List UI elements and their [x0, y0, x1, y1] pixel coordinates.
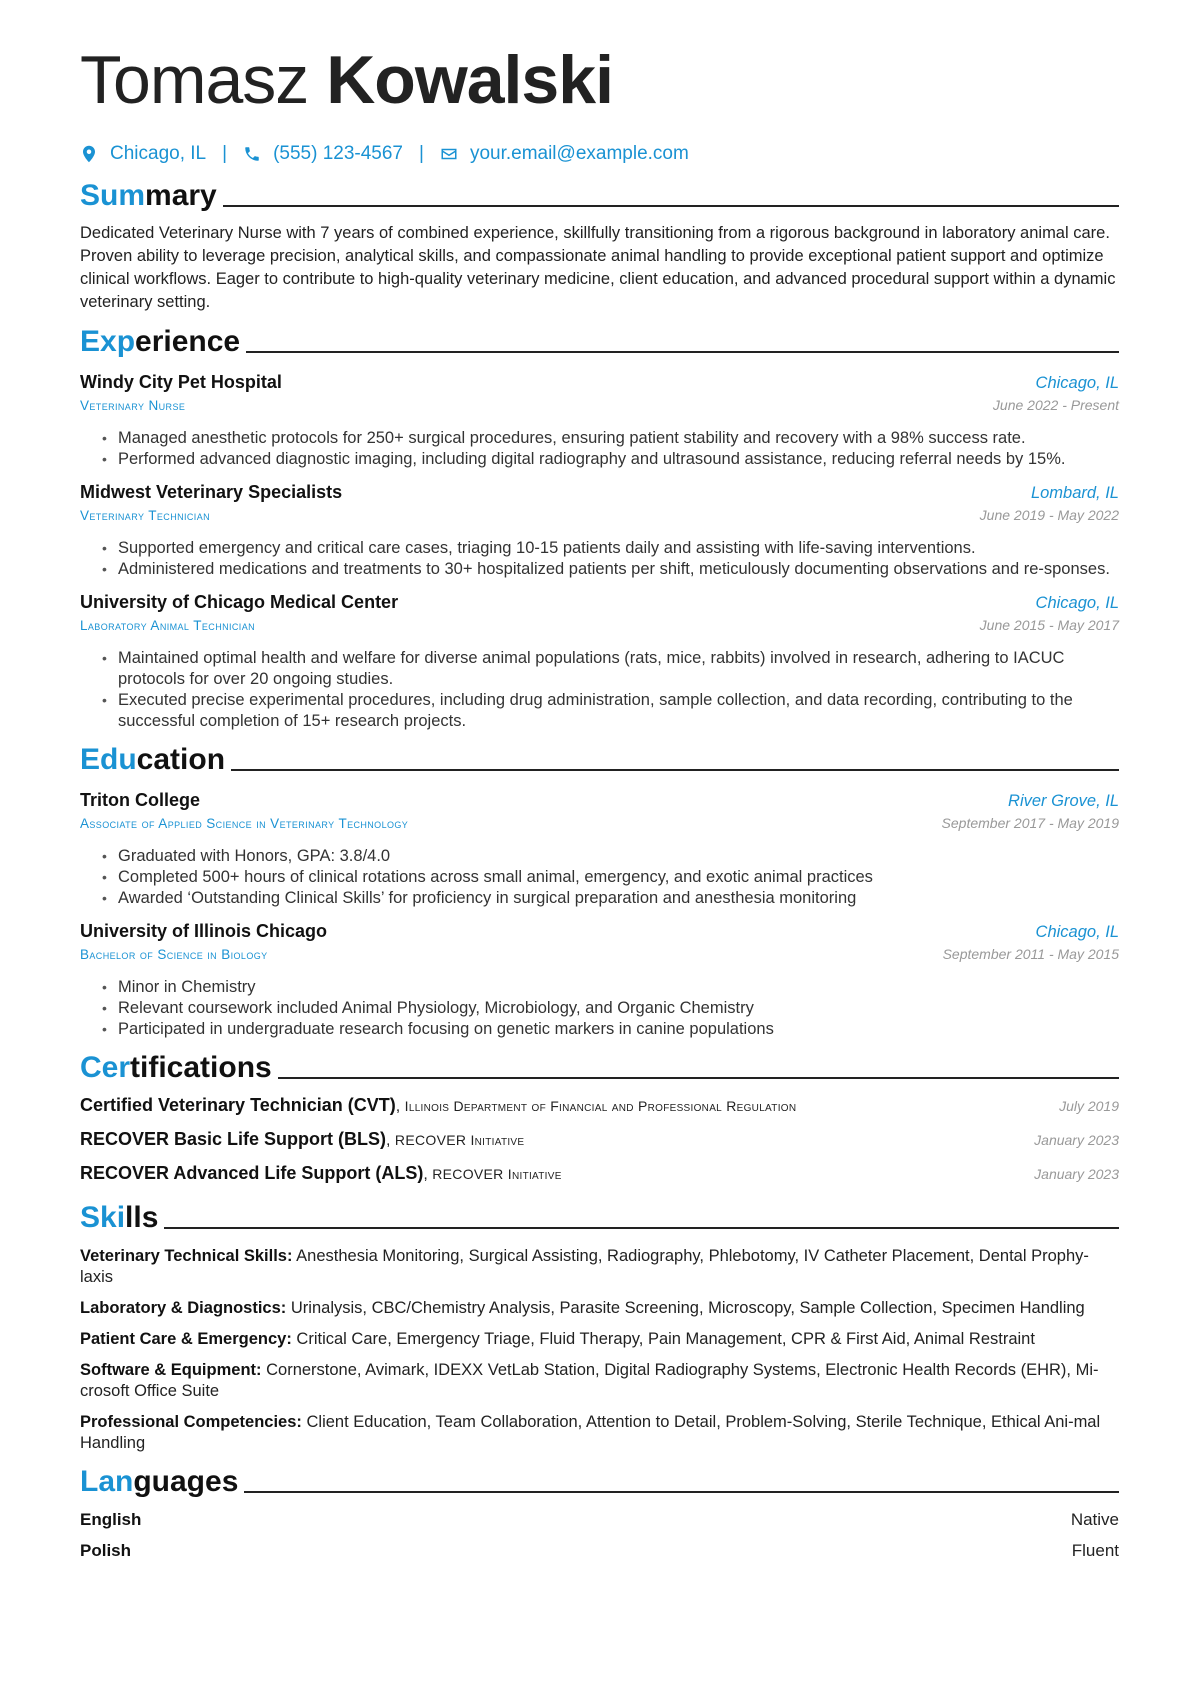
languages-section: [80, 1460, 1119, 1566]
experience-entry: [80, 480, 1119, 580]
skill-group: Patient Care & Emergency: Critical Care, Emergency Triage, Fluid Therapy, Pain Management, CPR & First Aid, Animal Restraint: [80, 1330, 1035, 1348]
bullet-list: [80, 428, 1119, 470]
employer: University of Chicago Medical Center: [80, 592, 399, 612]
section-title: Languages: [80, 1465, 239, 1498]
last-name: Kowalski: [326, 42, 613, 118]
section-heading: [80, 1046, 1119, 1086]
contact-separator: |: [222, 143, 228, 164]
bullet-item: • Executed precise experimental procedures, including drug administration, sample collection, and data recording, contributing to the successful completion of 15+ research projects.: [80, 690, 1119, 732]
skill-group: Professional Competencies: Client Education, Team Collaboration, Attention to Detail, Problem-Solving, Sterile Technique, Ethical Ani-mal Handling: [80, 1413, 1101, 1452]
contact-separator: |: [419, 143, 424, 164]
certification-item: Certified Veterinary Technician (CVT), Illinois Department of Financial and Professional Regulation July 2019: [80, 1088, 1119, 1122]
section-heading: [80, 1460, 1119, 1500]
section-title: Education: [80, 743, 226, 776]
bullet-item: • Awarded ‘Outstanding Clinical Skills’ for proficiency in surgical preparation and anesthesia monitoring: [80, 888, 1119, 909]
job-title: Veterinary Nurse: [80, 398, 186, 413]
section-rule: [246, 351, 1119, 353]
job-location: Chicago, IL: [1035, 374, 1119, 392]
section-rule: [164, 1227, 1119, 1229]
education-entry: [80, 788, 1119, 909]
degree: Associate of Applied Science in Veterinary Technology: [80, 816, 409, 831]
phone-text: (555) 123-4567: [273, 143, 403, 164]
job-location: Chicago, IL: [1035, 594, 1119, 612]
contact-email[interactable]: [440, 143, 689, 165]
cert-name: RECOVER Advanced Life Support (ALS): [80, 1163, 424, 1183]
bullet-item: • Relevant coursework included Animal Physiology, Microbiology, and Organic Chemistry: [80, 998, 1119, 1019]
section-rule: [278, 1077, 1119, 1079]
certification-item: RECOVER Advanced Life Support (ALS), RECOVER Initiative January 2023: [80, 1156, 1119, 1190]
study-dates: September 2011 - May 2015: [942, 946, 1119, 962]
skill-group: Laboratory & Diagnostics: Urinalysis, CBC/Chemistry Analysis, Parasite Screening, Microscopy, Sample Collection, Specimen Handling: [80, 1299, 1085, 1317]
section-title: Skills: [80, 1201, 159, 1234]
job-location: Lombard, IL: [1030, 484, 1119, 502]
degree: Bachelor of Science in Biology: [80, 947, 268, 962]
bullet-item: • Administered medications and treatments to 30+ hospitalized patients per shift, meticulously documenting observations and re-sponses.: [80, 559, 1119, 580]
language-level: Native: [1070, 1510, 1119, 1529]
employer: Midwest Veterinary Specialists: [80, 482, 343, 502]
school-location: River Grove, IL: [1008, 792, 1119, 810]
bullet-item: • Graduated with Honors, GPA: 3.8/4.0: [80, 846, 1119, 867]
job-dates: June 2022 - Present: [992, 397, 1119, 413]
certification-item: RECOVER Basic Life Support (BLS), RECOVER Initiative January 2023: [80, 1122, 1119, 1156]
language-name: English: [80, 1510, 142, 1529]
education-section: [80, 738, 1119, 1040]
cert-name: Certified Veterinary Technician (CVT): [80, 1095, 396, 1115]
bullet-list: [80, 648, 1119, 732]
phone-icon: [243, 144, 261, 164]
skill-group: Software & Equipment: Cornerstone, Avimark, IDEXX VetLab Station, Digital Radiography Systems, Electronic Health Records (EHR), Mi-crosoft Office Suite: [80, 1361, 1099, 1400]
cert-issuer: RECOVER Initiative: [394, 1132, 525, 1148]
cert-issuer: Illinois Department of Financial and Professional Regulation: [404, 1098, 797, 1114]
bullet-item: • Maintained optimal health and welfare for diverse animal populations (rats, mice, rabbits) involved in research, adhering to IACUC protocols for over 20 ongoing studies.: [80, 648, 1119, 690]
section-heading: [80, 738, 1119, 778]
school-location: Chicago, IL: [1035, 923, 1119, 941]
bullet-item: • Participated in undergraduate research focusing on genetic markers in canine populations: [80, 1019, 1119, 1040]
envelope-icon: [440, 144, 458, 164]
first-name: Tomasz: [80, 42, 309, 118]
candidate-name: [80, 40, 1119, 120]
bullet-item: • Minor in Chemistry: [80, 977, 1119, 998]
section-heading: [80, 174, 1119, 214]
language-name: Polish: [80, 1541, 132, 1560]
location-text: Chicago, IL: [110, 143, 207, 164]
bullet-item: • Completed 500+ hours of clinical rotations across small animal, emergency, and exotic animal practices: [80, 867, 1119, 888]
employer: Windy City Pet Hospital: [80, 372, 282, 392]
contact-line: [80, 140, 1119, 168]
bullet-list: [80, 977, 1119, 1040]
contact-location: [80, 143, 206, 165]
summary-text: Dedicated Veterinary Nurse with 7 years of combined experience, skillfully transitioning from a rigorous background in laboratory animal care. Proven ability to leverage precision, analytical skills, and compassionate animal handling to provide exceptional patient support and optimize clinical workflows. Eager to contribute to high-quality veterinary medicine, client education, and advanced procedural support within a dynamic veterinary setting.: [80, 224, 1116, 311]
education-entry: [80, 919, 1119, 1040]
language-item: [80, 1504, 1119, 1535]
resume-page: [80, 40, 1119, 1566]
language-item: [80, 1535, 1119, 1566]
map-pin-icon: [80, 144, 98, 164]
section-rule: [244, 1491, 1119, 1493]
section-rule: [231, 769, 1119, 771]
cert-date: January 2023: [1034, 1166, 1119, 1182]
study-dates: September 2017 - May 2019: [941, 815, 1119, 831]
section-title: Summary: [80, 179, 217, 212]
bullet-item: • Supported emergency and critical care cases, triaging 10-15 patients daily and assisting with life-saving interventions.: [80, 538, 1119, 559]
experience-section: [80, 320, 1119, 732]
bullet-item: • Managed anesthetic protocols for 250+ surgical procedures, ensuring patient stability and recovery with a 98% success rate.: [80, 428, 1119, 449]
cert-issuer: RECOVER Initiative: [432, 1166, 562, 1182]
experience-entry: [80, 590, 1119, 732]
certifications-section: [80, 1046, 1119, 1190]
job-title: Veterinary Technician: [80, 508, 211, 523]
skill-group: Veterinary Technical Skills: Anesthesia Monitoring, Surgical Assisting, Radiography, Phlebotomy, IV Catheter Placement, Dental Prophy-laxis: [80, 1247, 1089, 1286]
school: Triton College: [80, 790, 201, 810]
job-dates: June 2015 - May 2017: [979, 617, 1119, 633]
summary-section: [80, 174, 1119, 314]
section-heading: [80, 1196, 1119, 1236]
skills-section: [80, 1196, 1119, 1454]
language-level: Fluent: [1071, 1541, 1119, 1560]
bullet-item: • Performed advanced diagnostic imaging, including digital radiography and ultrasound assistance, reducing referral needs by 15%.: [80, 449, 1119, 470]
email-text: your.email@example.com: [469, 143, 689, 164]
section-rule: [223, 205, 1119, 207]
section-heading: [80, 320, 1119, 360]
cert-name: RECOVER Basic Life Support (BLS): [80, 1129, 387, 1149]
job-dates: June 2019 - May 2022: [979, 507, 1119, 523]
cert-date: January 2023: [1034, 1132, 1119, 1148]
school: University of Illinois Chicago: [80, 921, 328, 941]
contact-phone[interactable]: [243, 143, 403, 165]
bullet-list: [80, 538, 1119, 580]
bullet-list: [80, 846, 1119, 909]
experience-entry: [80, 370, 1119, 470]
cert-date: July 2019: [1059, 1098, 1119, 1114]
section-title: Experience: [80, 325, 241, 358]
job-title: Laboratory Animal Technician: [80, 618, 255, 633]
section-title: Certifications: [80, 1051, 272, 1084]
